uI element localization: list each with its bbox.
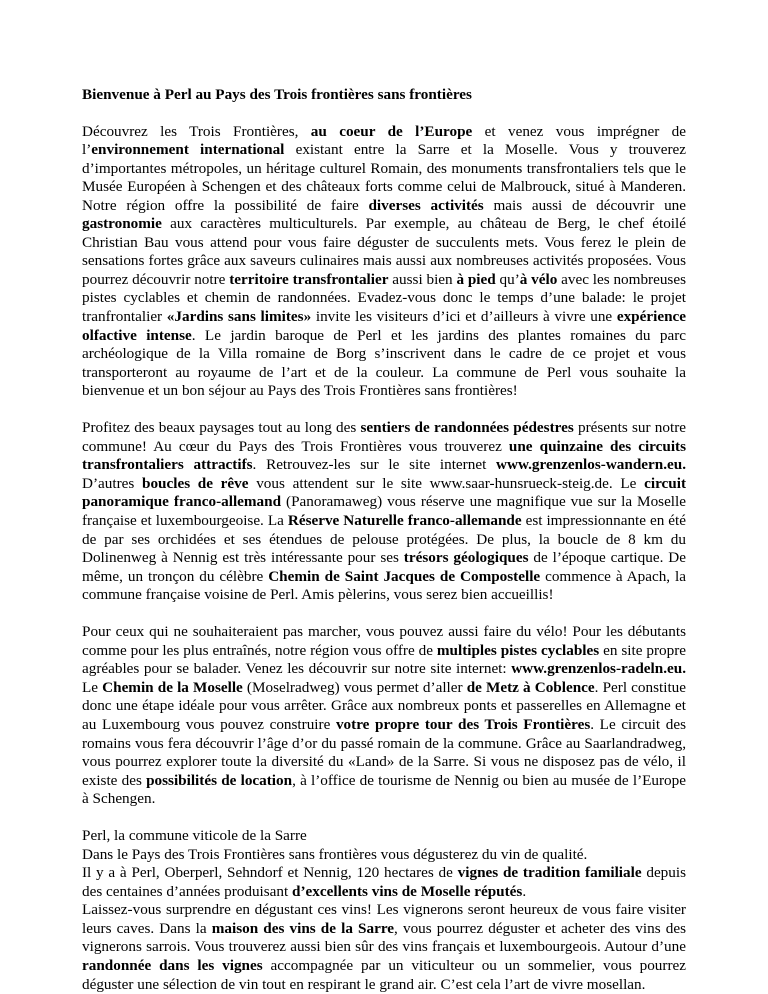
paragraph-wine	[82, 827, 686, 994]
paragraph-cycling: Pour ceux qui ne souhaiteraient pas marcher, vous pouvez aussi faire du vélo! Pour les débutants comme pour les plus entraînés, notre région vous offre de multiples pistes cyclables en site propre agréables pour se balader. Venez les découvrir sur notre site internet: www.grenzenlos-radeln.eu. Le Chemin de la Moselle (Moselradweg) vous permet d’aller de Metz à Coblence. Perl constitue donc une étape idéale pour vous arrêter. Grâce aux nombreux ponts et passerelles en Allemagne et au Luxembourg vous pouvez construire votre propre tour des Trois Frontières. Le circuit des romains vous fera découvrir l’âge d’or du passé romain de la commune. Grâce au Saarlandradweg, vous pourrez explorer toute la diversité du «Land» de la Sarre. Si vous ne disposez pas de vélo, il existe des possibilités de location, à l’office de tourisme de Nennig ou bien au musée de l’Europe à Schengen.	[82, 623, 687, 808]
wine-tasting-text: Laissez-vous surprendre en dégustant ces vins! Les vignerons seront heureux de vous faire visiter leurs caves. Dans la maison des vins de la Sarre, vous pourrez déguster et acheter des vins des vignerons sarrois. Vous trouverez aussi bien sûr des vins français et luxembourgeois. Autour d’une randonnée dans les vignes accompagnée par un viticulteur ou un sommelier, vous pourrez déguster une sélection de vin tout en respirant le grand air. C’est cela l’art de vivre mosellan.	[82, 901, 686, 993]
document-title: Bienvenue à Perl au Pays des Trois frontières sans frontières	[82, 86, 472, 103]
paragraph-intro: Découvrez les Trois Frontières, au coeur de l’Europe et venez vous imprégner de l’environnement international existant entre la Sarre et la Moselle. Vous y trouverez d’importantes métropoles, un héritage culturel Romain, des monuments transfrontaliers tels que le Musée Européen à Schengen et des châteaux forts comme celui de Malbrouck, situé à Manderen. Notre région offre la possibilité de faire diverses activités mais aussi de découvrir une gastronomie aux caractères multiculturels. Par exemple, au château de Berg, le chef étoilé Christian Bau vous attend pour vous faire déguster de succulents mets. Vous ferez le plein de sensations fortes grâce aux saveurs culinaires mais aussi aux nombreuses activités proposées. Vous pourrez découvrir notre territoire transfrontalier aussi bien à pied qu’à vélo avec les nombreuses pistes cyclables et chemin de randonnées. Evadez-vous donc le temps d’une balade: le projet tranfrontalier «Jardins sans limites» invite les visiteurs d’ici et d’ailleurs à vivre une expérience olfactive intense. Le jardin baroque de Perl et les jardins des plantes romaines du parc archéologique de la Villa romaine de Borg s’inscrivent dans le cadre de ce projet et vous transporteront au royaume de l’art et de la couleur. La commune de Perl vous souhaite la bienvenue et un bon séjour au Pays des Trois Frontières sans frontières!	[82, 122, 687, 400]
wine-heading-line: Perl, la commune viticole de la Sarre	[82, 827, 307, 845]
document-page	[82, 86, 686, 994]
wine-intro-line: Dans le Pays des Trois Frontières sans frontières vous dégusterez du vin de qualité.	[82, 845, 588, 863]
paragraph-hiking: Profitez des beaux paysages tout au long des sentiers de randonnées pédestres présents sur notre commune! Au cœur du Pays des Trois Frontières vous trouverez une quinzaine des circuits transfrontaliers attractifs. Retrouvez-les sur le site internet www.grenzenlos-wandern.eu. D’autres boucles de rêve vous attendent sur le site www.saar-hunsrueck-steig.de. Le circuit panoramique franco-allemand (Panoramaweg) vous réserve une magnifique vue sur la Moselle française et luxembourgeoise. La Réserve Naturelle franco-allemande est impressionnante en été de par ses orchidées et ses étendues de pelouse protégées. De plus, la boucle de 8 km du Dolinenweg à Nennig est très intéressante pour ses trésors géologiques de l’époque cartique. De même, un tronçon du célèbre Chemin de Saint Jacques de Compostelle commence à Apach, la commune française voisine de Perl. Amis pèlerins, vous serez bien accueillis!	[82, 419, 687, 604]
wine-vineyards-line: Il y a à Perl, Oberperl, Sehndorf et Nennig, 120 hectares de vignes de tradition familiale depuis des centaines d’années produisant d’excellents vins de Moselle réputés.	[82, 864, 687, 900]
